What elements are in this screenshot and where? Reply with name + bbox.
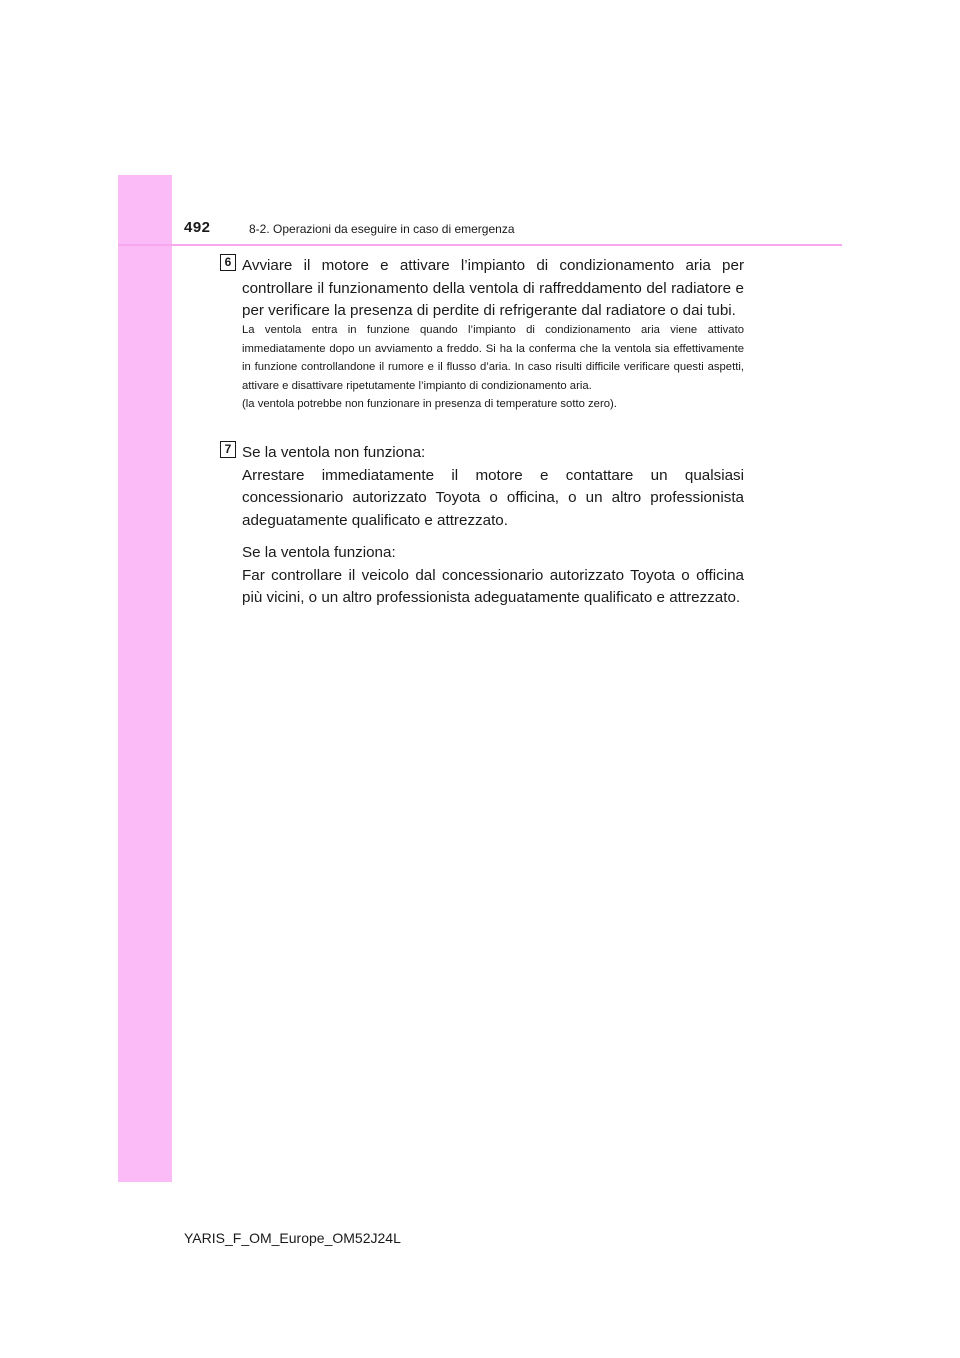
header-divider <box>118 244 842 246</box>
step-7-label-fan-on: Se la ventola funziona: <box>242 544 396 561</box>
document-code: YARIS_F_OM_Europe_OM52J24L <box>184 1230 401 1246</box>
step-7-text-fan-off: Arrestare immediatamente il motore e contattare un qualsiasi concessionario autorizzato Toyota o officina, o un altro professionista adeguatamente qualificato e attrezzato. <box>242 466 744 529</box>
step-badge-6: 6 <box>220 254 236 271</box>
step-6-note-extra: (la ventola potrebbe non funzionare in presenza di temperature sotto zero). <box>242 398 617 411</box>
step-7-text-fan-on: Far controllare il veicolo dal concessionario autorizzato Toyota o officina più vicini, o un altro professionista adeguatamente qualificato e attrezzato. <box>242 566 744 606</box>
step-7-label-fan-off: Se la ventola non funziona: <box>242 444 426 461</box>
step-6-note <box>242 321 744 414</box>
side-color-band <box>118 175 172 1182</box>
step-6-text: Avviare il motore e attivare l’impianto di condizionamento aria per controllare il funzionamento della ventola di raffreddamento del radiatore e per verificare la presenza di perdite di refrigerante dal radiatore o dai tubi. <box>242 257 744 319</box>
step-6-note-body: La ventola entra in funzione quando l’impianto di condizionamento aria viene attivato immediatamente dopo un avviamento a freddo. Si ha la conferma che la ventola sia effettivamente in funzione controllandone il rumore e il flusso d’aria. In caso risulti difficile verificare questi aspetti, attivare e disattivare ripetutamente l’impianto di condizionamento aria. <box>242 324 744 392</box>
section-title: 8-2. Operazioni da eseguire in caso di emergenza <box>249 222 515 236</box>
page-number: 492 <box>184 219 211 236</box>
step-7-block <box>242 442 744 610</box>
step-badge-7: 7 <box>220 441 236 458</box>
